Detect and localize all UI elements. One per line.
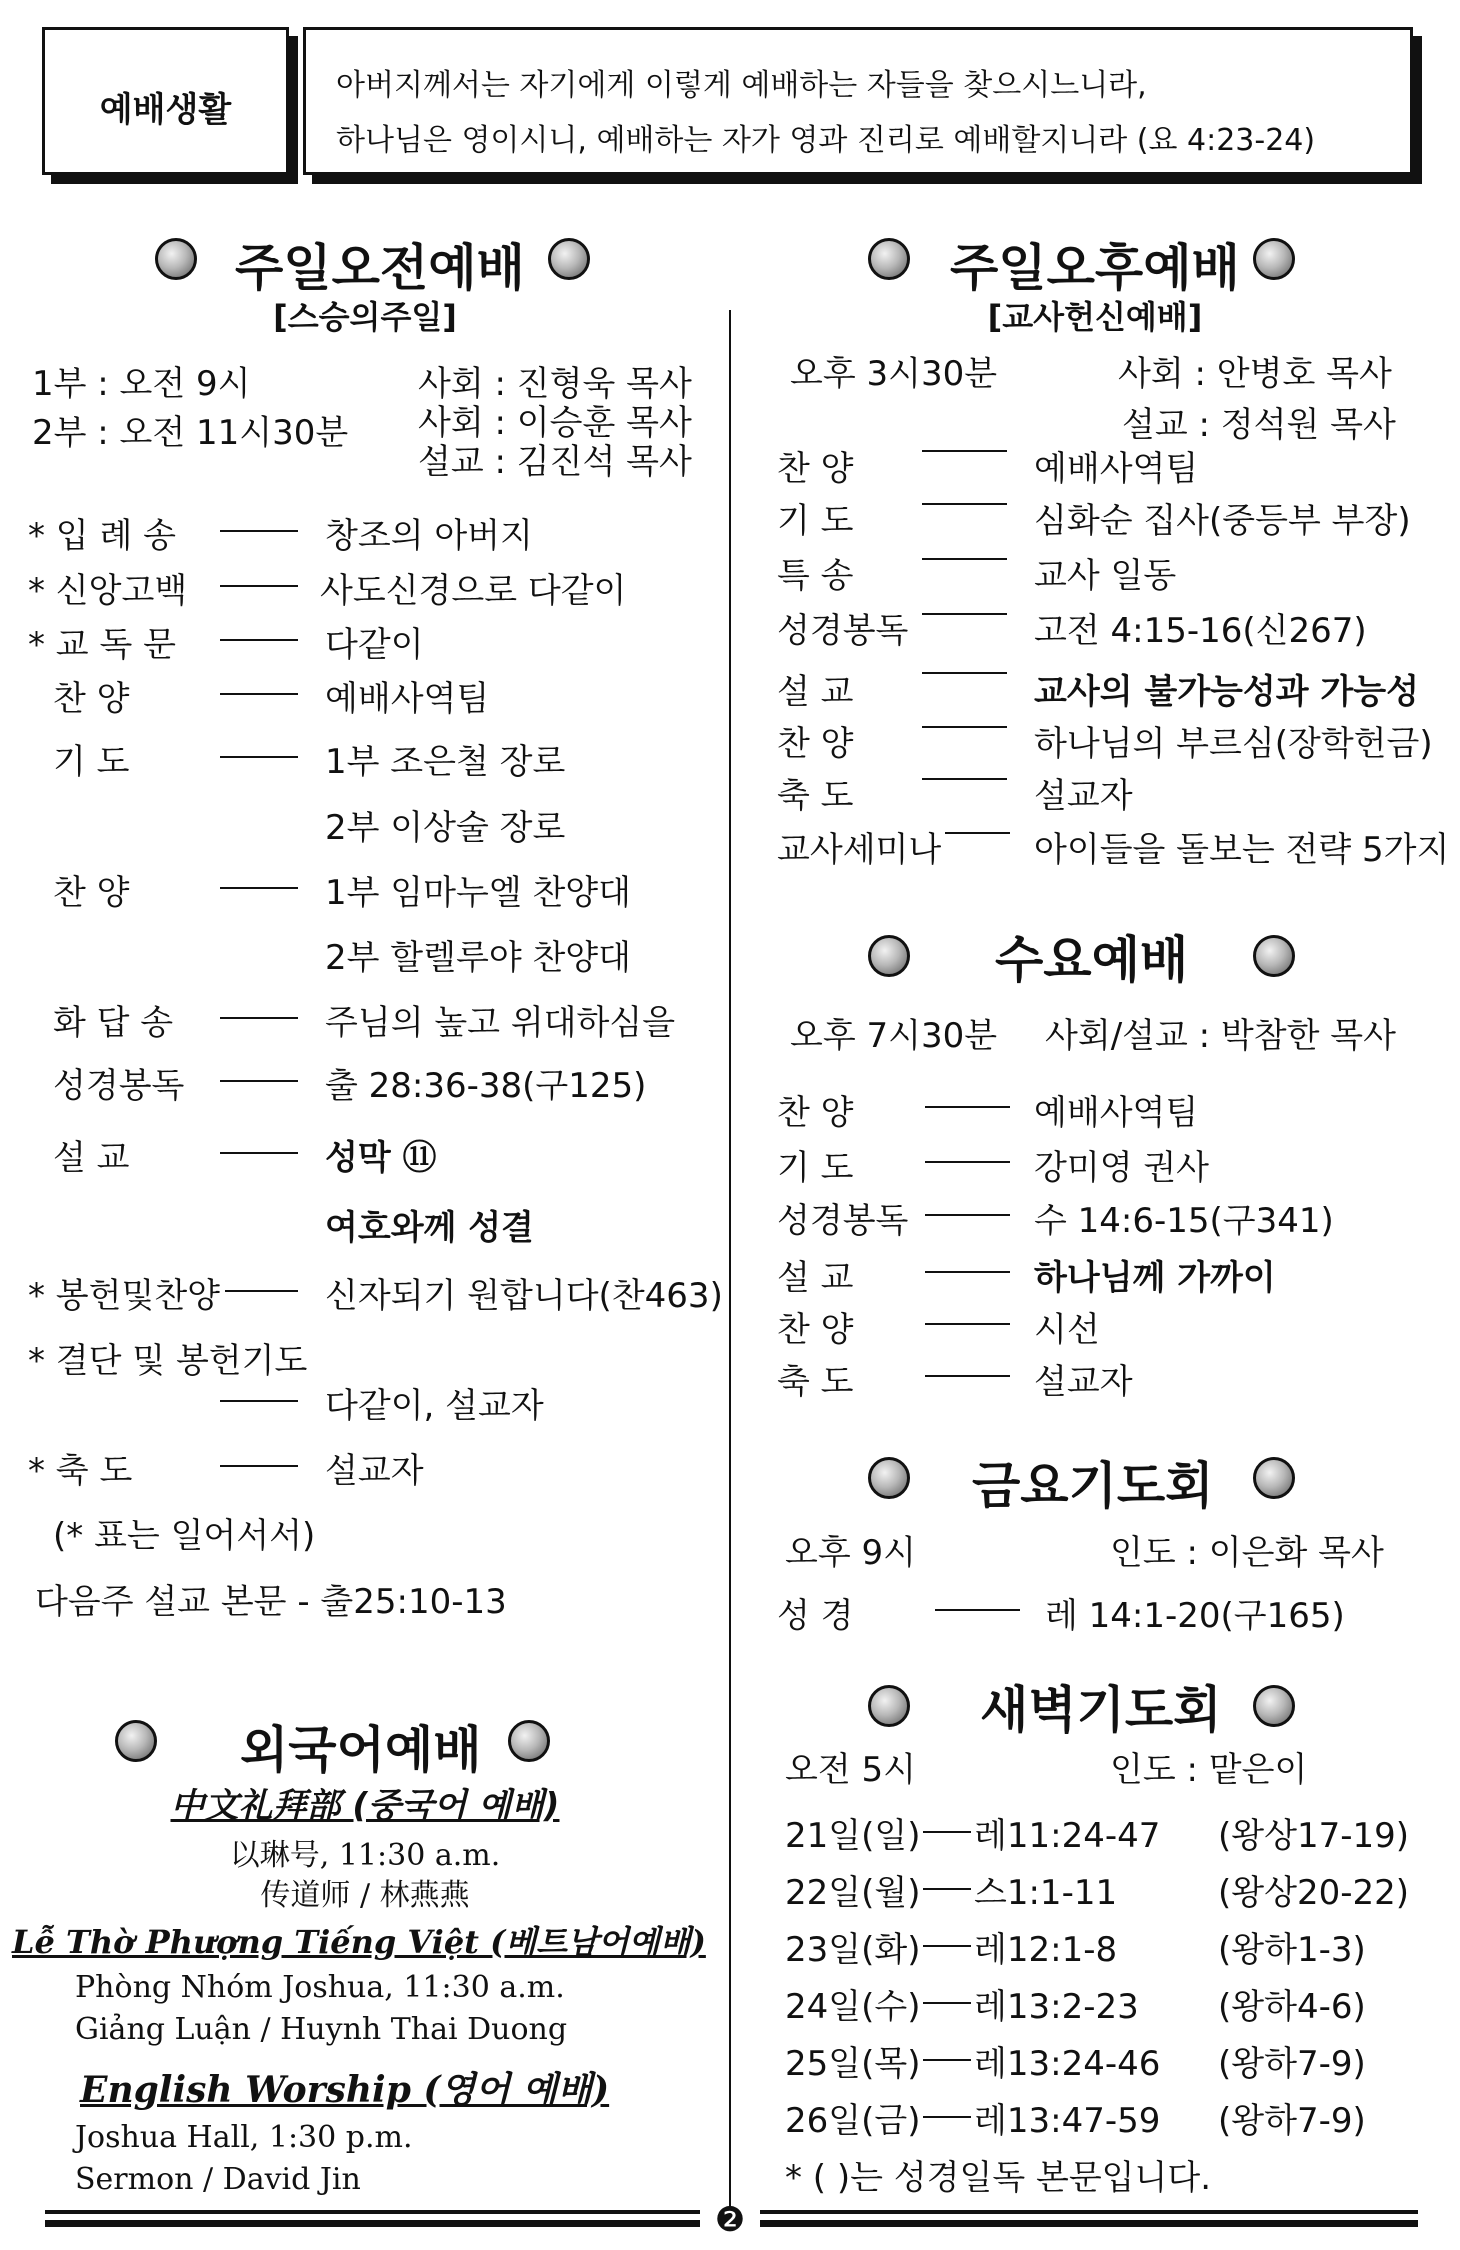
wednesday-role: 사회/설교 : 박참한 목사 xyxy=(1045,1016,1396,1056)
leader-line xyxy=(922,726,1007,728)
afternoon-item-label: 교사세미나 xyxy=(777,830,942,870)
bullet-ball-icon xyxy=(868,935,910,977)
bullet-ball-icon xyxy=(868,1685,910,1727)
leader-line xyxy=(925,1375,1010,1377)
friday-scripture-label: 성 경 xyxy=(777,1596,854,1636)
afternoon-item-label: 특 송 xyxy=(777,556,854,596)
afternoon-item-label: 설 교 xyxy=(777,672,854,712)
header-verse-line2: 하나님은 영이시니, 예배하는 자가 영과 진리로 예배할지니라 (요 4:23-24) xyxy=(336,123,1316,158)
afternoon-title: 주일오후예배 xyxy=(950,239,1240,297)
leader-line xyxy=(923,1888,971,1890)
morning-item-label: 설 교 xyxy=(53,1138,130,1178)
afternoon-role2: 설교 : 정석원 목사 xyxy=(1122,405,1396,445)
morning-item-value: 출 28:36-38(구125) xyxy=(325,1066,647,1106)
morning-time-1: 1부 : 오전 9시 xyxy=(32,364,251,404)
leader-line xyxy=(923,1945,971,1947)
dawn-day: 26일(금) xyxy=(785,2101,921,2141)
afternoon-item-label: 성경봉독 xyxy=(777,611,909,651)
leader-line xyxy=(923,1831,971,1833)
bullet-ball-icon xyxy=(548,238,590,280)
leader-line xyxy=(922,613,1007,615)
leader-line xyxy=(922,503,1007,505)
morning-item-label: 찬 양 xyxy=(53,679,130,719)
morning-item-label: 화 답 송 xyxy=(53,1003,174,1043)
leader-line xyxy=(923,2002,971,2004)
morning-item-value: 1부 임마누엘 찬양대 xyxy=(325,873,631,913)
morning-item-value: 2부 할렐루야 찬양대 xyxy=(325,938,631,978)
dawn-day: 22일(월) xyxy=(785,1873,921,1913)
header-label-box xyxy=(42,27,289,175)
wednesday-item-label: 설 교 xyxy=(777,1258,854,1298)
dawn-extra: (왕하1-3) xyxy=(1218,1930,1366,1970)
morning-item-value: 다같이 xyxy=(325,625,424,665)
afternoon-item-value: 아이들을 돌보는 전략 5가지 xyxy=(1034,830,1450,870)
leader-line xyxy=(922,558,1007,560)
morning-item-value: 다같이, 설교자 xyxy=(325,1386,544,1426)
bullet-ball-icon xyxy=(1253,238,1295,280)
dawn-day: 23일(화) xyxy=(785,1930,921,1970)
friday-time: 오후 9시 xyxy=(785,1533,916,1573)
bullet-ball-icon xyxy=(1253,935,1295,977)
dawn-day: 25일(목) xyxy=(785,2044,921,2084)
morning-item-value: 예배사역팀 xyxy=(325,679,490,719)
afternoon-item-value: 예배사역팀 xyxy=(1034,449,1199,489)
wednesday-time: 오후 7시30분 xyxy=(790,1016,998,1056)
footer-rule-right xyxy=(760,2210,1418,2214)
header-label: 예배생활 xyxy=(99,90,232,130)
morning-title: 주일오전예배 xyxy=(235,239,525,297)
leader-line xyxy=(922,672,1007,674)
leader-line xyxy=(925,1271,1010,1273)
morning-item-value: 설교자 xyxy=(325,1451,424,1491)
morning-role-2: 사회 : 이승훈 목사 xyxy=(418,403,692,443)
leader-line xyxy=(922,450,1007,452)
leader-line xyxy=(925,1161,1010,1163)
morning-item-label: * 신앙고백 xyxy=(28,571,188,611)
dawn-role: 인도 : 맡은이 xyxy=(1110,1750,1308,1790)
wednesday-item-label: 찬 양 xyxy=(777,1310,854,1350)
morning-time-2: 2부 : 오전 11시30분 xyxy=(32,413,349,453)
leader-line xyxy=(923,2059,971,2061)
leader-line xyxy=(220,1017,298,1019)
wednesday-item-label: 찬 양 xyxy=(777,1093,854,1133)
dawn-reading: 레12:1-8 xyxy=(974,1930,1118,1970)
morning-item-label: 찬 양 xyxy=(53,873,130,913)
foreign-title: 외국어예배 xyxy=(240,1721,482,1779)
leader-line xyxy=(220,585,298,587)
afternoon-sermon-title: 교사의 불가능성과 가능성 xyxy=(1034,672,1419,712)
morning-role-1: 사회 : 진형욱 목사 xyxy=(418,364,692,404)
wednesday-title: 수요예배 xyxy=(995,931,1189,989)
leader-line xyxy=(925,1323,1010,1325)
afternoon-time: 오후 3시30분 xyxy=(790,354,998,394)
afternoon-item-value: 하나님의 부르심(장학헌금) xyxy=(1034,724,1433,764)
wednesday-item-value: 강미영 권사 xyxy=(1034,1148,1210,1188)
dawn-time: 오전 5시 xyxy=(785,1750,916,1790)
vietnamese-service-line1: Phòng Nhóm Joshua, 11:30 a.m. xyxy=(75,1970,565,2005)
morning-item-label: * 결단 및 봉헌기도 xyxy=(28,1341,308,1381)
afternoon-role1: 사회 : 안병호 목사 xyxy=(1118,354,1392,394)
leader-line xyxy=(922,778,1007,780)
afternoon-item-value: 고전 4:15-16(신267) xyxy=(1034,611,1367,651)
vietnamese-service-line2: Giảng Luận / Huynh Thai Duong xyxy=(75,2012,568,2047)
header-verse-box xyxy=(303,27,1413,175)
leader-line xyxy=(220,530,298,532)
dawn-day: 21일(일) xyxy=(785,1816,921,1856)
leader-line xyxy=(225,1290,298,1292)
morning-note: (* 표는 일어서서) xyxy=(53,1516,316,1556)
leader-line xyxy=(220,693,298,695)
chinese-service-title: 中文礼拜部 (중국어 예배) xyxy=(170,1786,560,1826)
leader-line xyxy=(925,1106,1010,1108)
column-divider xyxy=(729,310,731,2210)
sermon-title: 여호와께 성결 xyxy=(325,1208,534,1248)
wednesday-item-value: 수 14:6-15(구341) xyxy=(1034,1201,1334,1241)
page-number: ❷ xyxy=(714,2200,746,2240)
leader-line xyxy=(220,1080,298,1082)
bullet-ball-icon xyxy=(115,1720,157,1762)
chinese-service-line1: 以琳号, 11:30 a.m. xyxy=(229,1838,501,1873)
morning-item-label: * 봉헌및찬양 xyxy=(28,1276,221,1316)
bullet-ball-icon xyxy=(508,1720,550,1762)
dawn-reading: 레11:24-47 xyxy=(974,1816,1161,1856)
sermon-series: 성막 ⑪ xyxy=(325,1138,437,1178)
bullet-ball-icon xyxy=(868,1457,910,1499)
afternoon-item-label: 축 도 xyxy=(777,776,854,816)
afternoon-item-value: 교사 일동 xyxy=(1034,556,1177,596)
bullet-ball-icon xyxy=(1253,1685,1295,1727)
wednesday-item-value: 시선 xyxy=(1034,1310,1100,1350)
wednesday-sermon-title: 하나님께 가까이 xyxy=(1034,1258,1276,1298)
morning-item-value: 사도신경으로 다같이 xyxy=(320,571,627,611)
dawn-extra: (왕하4-6) xyxy=(1218,1987,1366,2027)
dawn-extra: (왕하7-9) xyxy=(1218,2044,1366,2084)
header-verse-line1: 아버지께서는 자기에게 이렇게 예배하는 자들을 찾으시느니라, xyxy=(336,68,1147,103)
wednesday-item-value: 설교자 xyxy=(1034,1362,1133,1402)
morning-item-label: * 입 례 송 xyxy=(28,516,176,556)
wednesday-item-label: 축 도 xyxy=(777,1362,854,1402)
morning-role-3: 설교 : 김진석 목사 xyxy=(418,442,692,482)
footer-rule-left xyxy=(45,2210,700,2214)
dawn-reading: 레13:24-46 xyxy=(974,2044,1161,2084)
morning-subtitle: [스승의주일] xyxy=(273,298,457,336)
leader-line xyxy=(945,832,1010,834)
morning-item-value: 신자되기 원합니다(찬463) xyxy=(325,1276,723,1316)
leader-line xyxy=(220,1465,298,1467)
leader-line xyxy=(220,756,298,758)
bullet-ball-icon xyxy=(1253,1457,1295,1499)
afternoon-item-label: 찬 양 xyxy=(777,449,854,489)
vietnamese-service-title: Lễ Thờ Phượng Tiếng Việt (베트남어예배) xyxy=(12,1923,706,1961)
morning-item-label: * 축 도 xyxy=(28,1451,133,1491)
wednesday-item-label: 기 도 xyxy=(777,1148,854,1188)
dawn-reading: 스1:1-11 xyxy=(974,1873,1118,1913)
dawn-extra: (왕하7-9) xyxy=(1218,2101,1366,2141)
wednesday-item-label: 성경봉독 xyxy=(777,1201,909,1241)
dawn-note: * ( )는 성경일독 본문입니다. xyxy=(785,2158,1212,2198)
english-service-line2: Sermon / David Jin xyxy=(75,2162,361,2197)
dawn-reading: 레13:47-59 xyxy=(974,2101,1161,2141)
afternoon-item-value: 심화순 집사(중등부 부장) xyxy=(1034,501,1411,541)
morning-item-value: 1부 조은철 장로 xyxy=(325,742,566,782)
footer-rule-right-thick xyxy=(760,2220,1418,2227)
dawn-reading: 레13:2-23 xyxy=(974,1987,1139,2027)
wednesday-item-value: 예배사역팀 xyxy=(1034,1093,1199,1133)
leader-line xyxy=(923,2116,971,2118)
morning-item-label: 기 도 xyxy=(53,742,130,782)
dawn-extra: (왕상20-22) xyxy=(1218,1873,1410,1913)
leader-line xyxy=(220,1400,298,1402)
friday-role: 인도 : 이은화 목사 xyxy=(1110,1533,1384,1573)
morning-item-value: 2부 이상술 장로 xyxy=(325,808,566,848)
leader-line xyxy=(220,1152,298,1154)
leader-line xyxy=(925,1214,1010,1216)
english-service-line1: Joshua Hall, 1:30 p.m. xyxy=(75,2120,413,2155)
afternoon-item-value: 설교자 xyxy=(1034,776,1133,816)
dawn-title: 새벽기도회 xyxy=(980,1681,1222,1739)
chinese-service-line2: 传道师 / 林燕燕 xyxy=(260,1878,470,1913)
friday-title: 금요기도회 xyxy=(972,1457,1214,1515)
leader-line xyxy=(220,639,298,641)
english-service-title: English Worship (영어 예배) xyxy=(80,2069,610,2111)
afternoon-item-label: 찬 양 xyxy=(777,724,854,764)
morning-item-label: 성경봉독 xyxy=(53,1066,185,1106)
footer-rule-left-thick xyxy=(45,2220,700,2227)
morning-item-value: 창조의 아버지 xyxy=(325,516,533,556)
leader-line xyxy=(935,1609,1020,1611)
dawn-extra: (왕상17-19) xyxy=(1218,1816,1410,1856)
dawn-day: 24일(수) xyxy=(785,1987,921,2027)
bullet-ball-icon xyxy=(868,238,910,280)
afternoon-item-label: 기 도 xyxy=(777,501,854,541)
morning-item-value: 주님의 높고 위대하심을 xyxy=(325,1003,676,1043)
friday-scripture-value: 레 14:1-20(구165) xyxy=(1045,1596,1345,1636)
bullet-ball-icon xyxy=(155,238,197,280)
leader-line xyxy=(220,887,298,889)
next-week-sermon: 다음주 설교 본문 - 출25:10-13 xyxy=(35,1582,507,1622)
afternoon-subtitle: [교사헌신예배] xyxy=(987,298,1203,336)
morning-item-label: * 교 독 문 xyxy=(28,625,176,665)
